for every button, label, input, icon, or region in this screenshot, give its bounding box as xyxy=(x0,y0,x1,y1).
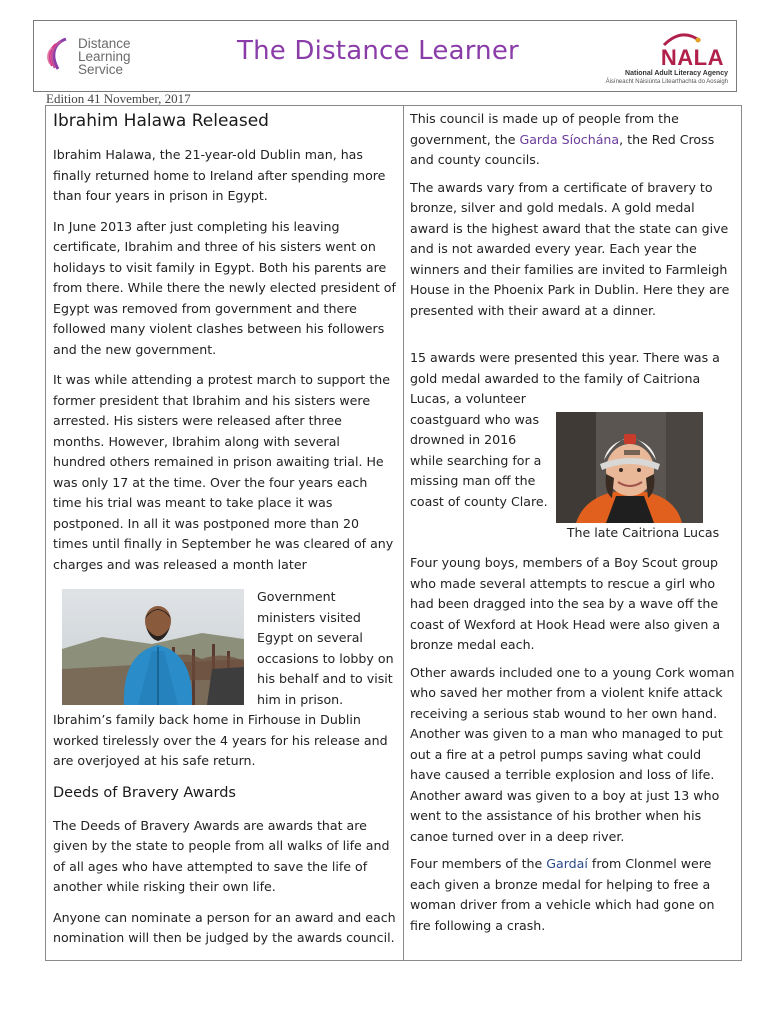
paragraph-beside-photo: coastguard who was drowned in 2016 while searching for a missing man off the coast of county Clare. xyxy=(410,411,548,509)
ibrahim-halawa-photo xyxy=(62,589,244,705)
photo-with-text xyxy=(410,410,736,523)
caitriona-photo-illustration xyxy=(556,412,703,523)
text-run: Four members of the xyxy=(410,856,547,871)
nala-irish-tagline: Áisíneacht Náisiúnta Litearthachta do Aosaigh xyxy=(605,79,728,85)
garda-siochana-link[interactable]: Garda Síochána xyxy=(519,131,620,147)
column-divider xyxy=(403,105,404,961)
newsletter-title: The Distance Learner xyxy=(237,36,519,66)
nala-wordmark: NALA xyxy=(660,45,724,70)
distance-learning-service-logo xyxy=(44,35,154,81)
paragraph: Four young boys, members of a Boy Scout group who made several attempts to rescue a girl who had been dragged into the sea by a wave off the coast of Wexford at Hook Head were also given a bronze medal each. xyxy=(410,555,721,652)
left-column xyxy=(53,110,396,959)
paragraph-beside-photo: Government ministers visited Egypt on several occasions to lobby on his behalf and to visit him in prison. xyxy=(257,589,394,707)
photo-caption: The late Caitriona Lucas xyxy=(566,524,720,540)
dls-line-1: Distance xyxy=(78,36,131,51)
caitriona-lucas-photo xyxy=(556,412,703,523)
photo-with-text xyxy=(53,587,396,710)
nala-logo xyxy=(605,27,728,89)
paragraph: In June 2013 after just completing his leaving certificate, Ibrahim and three of his sisters went on holidays to visit family in Egypt. Both his parents are from there. While there the newly elected president of Egypt was removed from government and there followed many violent clashes between his followers and the new government. xyxy=(53,218,396,357)
gardai-link[interactable]: Gardaí xyxy=(546,856,588,871)
section-heading: Deeds of Bravery Awards xyxy=(53,784,236,801)
text-run: , the Red Cross and county councils. xyxy=(410,131,715,167)
text-run: This council is made up of people from the government, the xyxy=(410,111,679,147)
text-run: from Clonmel were each given a bronze medal for helping to free a woman driver from a vehicle which had gone on fire following a crash. xyxy=(410,856,715,933)
edition-line: Edition 41 November, 2017 xyxy=(46,91,191,106)
paragraph: Other awards included one to a young Cork woman who saved her mother from a violent knife attack receiving a serious stab wound to her own hand. Another was given to a man who managed to put out a fire at a petrol pumps saving what could have caused a terrible explosion and loss of life. Another award was given to a boy at just 13 who went to the assistance of his brother when his canoe turned over in a deep river. xyxy=(410,664,735,844)
paragraph xyxy=(410,109,736,171)
dls-line-3: Service xyxy=(78,62,124,77)
ibrahim-photo-illustration xyxy=(62,589,244,705)
newsletter-header xyxy=(33,20,737,92)
paragraph: The awards vary from a certificate of bravery to bronze, silver and gold medals. A gold medal award is the highest award that the state can give and is not awarded every year. Each year the winners and their families are invited to Farmleigh House in the Phoenix Park in Dublin. Here they are presented with their award at a dinner. xyxy=(410,179,730,318)
article-heading: Ibrahim Halawa Released xyxy=(53,111,269,131)
paragraph: Ibrahim’s family back home in Firhouse in Dublin worked tirelessly over the 4 years for his release and are overjoyed at his safe return. xyxy=(53,712,388,768)
dls-swirl-icon xyxy=(44,35,74,75)
paragraph: 15 awards were presented this year. There was a gold medal awarded to the family of Caitriona Lucas, a volunteer xyxy=(410,350,720,406)
paragraph: The Deeds of Bravery Awards are awards that are given by the state to people from all walks of life and of all ages who have attempted to save the life of another while risking their own life. xyxy=(53,817,390,894)
paragraph xyxy=(410,854,736,936)
paragraph: It was while attending a protest march to support the former president that Ibrahim and his sisters were arrested. His sisters were released after three months. However, Ibrahim along with several hundred others remained in prison awaiting trial. He was only 17 at the time. Over the four years each time his trial was meant to take place it was postponed. In all it was postponed more than 20 times until finally in September he was cleared of any charges and was released a month later xyxy=(53,372,394,572)
dls-line-2: Learning xyxy=(78,49,131,64)
dls-logo-text xyxy=(78,37,131,76)
paragraph: Anyone can nominate a person for an award and each nomination will then be judged by the awards council. xyxy=(53,909,396,945)
nala-tagline: National Adult Literacy Agency xyxy=(625,70,728,77)
paragraph: Ibrahim Halawa, the 21-year-old Dublin man, has finally returned home to Ireland after spending more than four years in prison in Egypt. xyxy=(53,147,386,203)
right-column xyxy=(410,109,736,946)
